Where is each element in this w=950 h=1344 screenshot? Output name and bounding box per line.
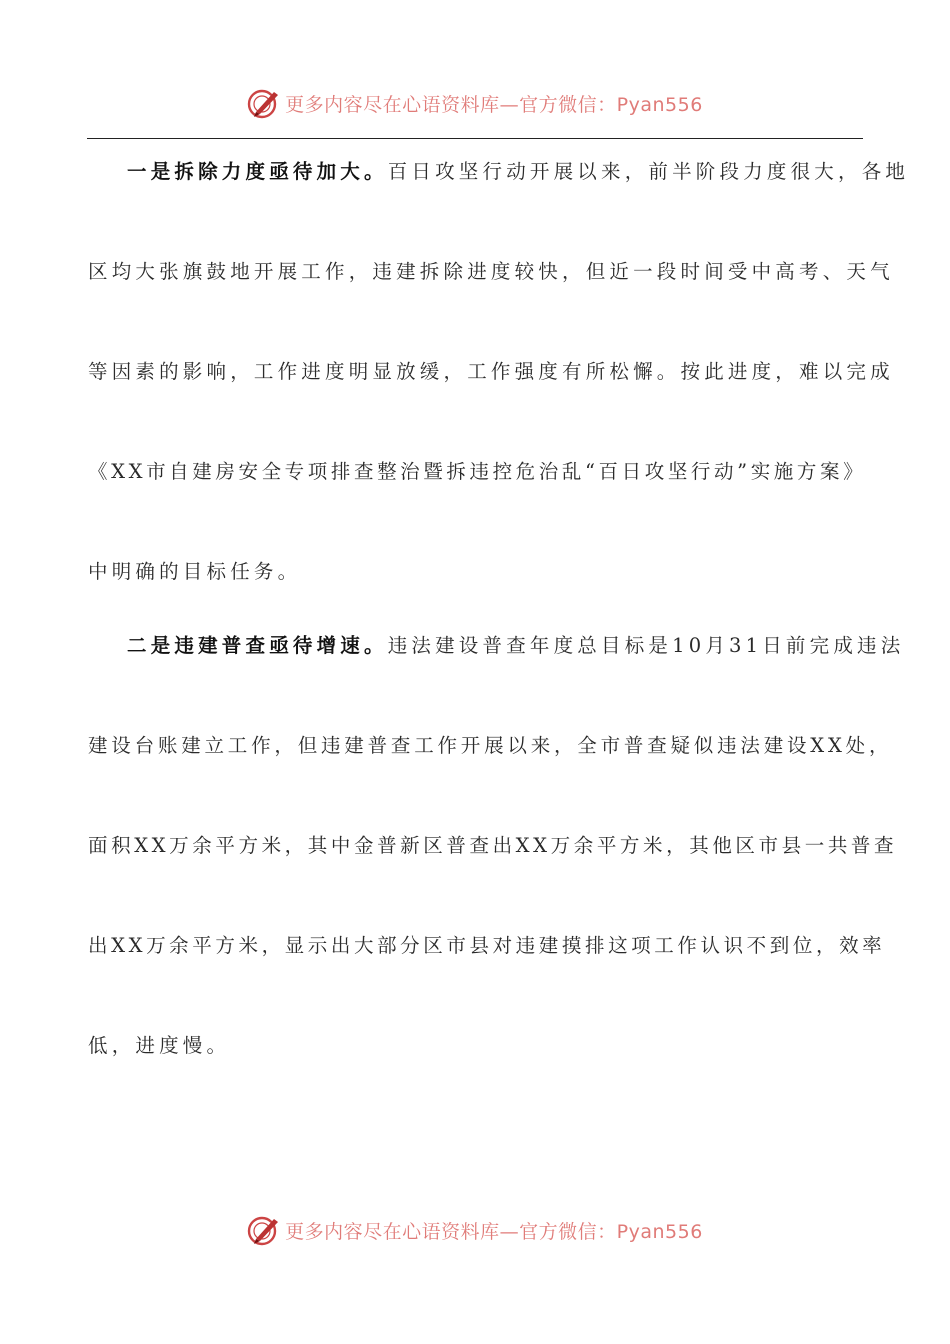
paragraph-1-line-4: 《XX市自建房安全专项排查整治暨拆违控危治乱“百日攻坚行动”实施方案》 [88, 460, 867, 483]
footer-banner-wrap [247, 1213, 703, 1247]
header-banner-wrap [247, 86, 703, 120]
pen-logo-icon [247, 86, 281, 120]
paragraph-2-line-2: 建设台账建立工作，但违建普查工作开展以来，全市普查疑似违法建设XX处， [88, 734, 893, 757]
paragraph-2-heading: 二是违建普查亟待增速。 [127, 634, 388, 657]
paragraph-1-line-3: 等因素的影响，工作进度明显放缓，工作强度有所松懈。按此进度，难以完成 [88, 360, 894, 383]
paragraph-2-line-5: 低，进度慢。 [88, 1034, 231, 1057]
header-divider [87, 138, 863, 139]
paragraph-2-line-3: 面积XX万余平方米，其中金普新区普查出XX万余平方米，其他区市县一共普查 [88, 834, 898, 857]
footer-wechat-id: Pyan556 [616, 1220, 703, 1243]
header-banner-label: 更多内容尽在心语资料库—官方微信： [285, 93, 617, 116]
paragraph-1-line-5: 中明确的目标任务。 [88, 560, 302, 583]
paragraph-1-line-1 [88, 148, 910, 248]
footer-banner [0, 1210, 950, 1250]
paragraph-1-text: 百日攻坚行动开展以来，前半阶段力度很大，各地 [387, 160, 910, 183]
document-body [88, 148, 910, 1122]
footer-banner-label: 更多内容尽在心语资料库—官方微信： [285, 1220, 617, 1243]
paragraph-2-line-1 [88, 622, 905, 722]
header-banner-text [285, 90, 703, 117]
paragraph-2-text: 违法建设普查年度总目标是10月31日前完成违法 [387, 634, 905, 657]
paragraph-1-line-2: 区均大张旗鼓地开展工作，违建拆除进度较快，但近一段时间受中高考、天气 [88, 260, 894, 283]
header-wechat-id: Pyan556 [616, 93, 703, 116]
paragraph-1-heading: 一是拆除力度亟待加大。 [127, 160, 388, 183]
header-banner [0, 83, 950, 123]
footer-banner-text [285, 1217, 703, 1244]
pen-logo-icon [247, 1213, 281, 1247]
paragraph-2-line-4: 出XX万余平方米，显示出大部分区市县对违建摸排这项工作认识不到位，效率 [88, 934, 886, 957]
